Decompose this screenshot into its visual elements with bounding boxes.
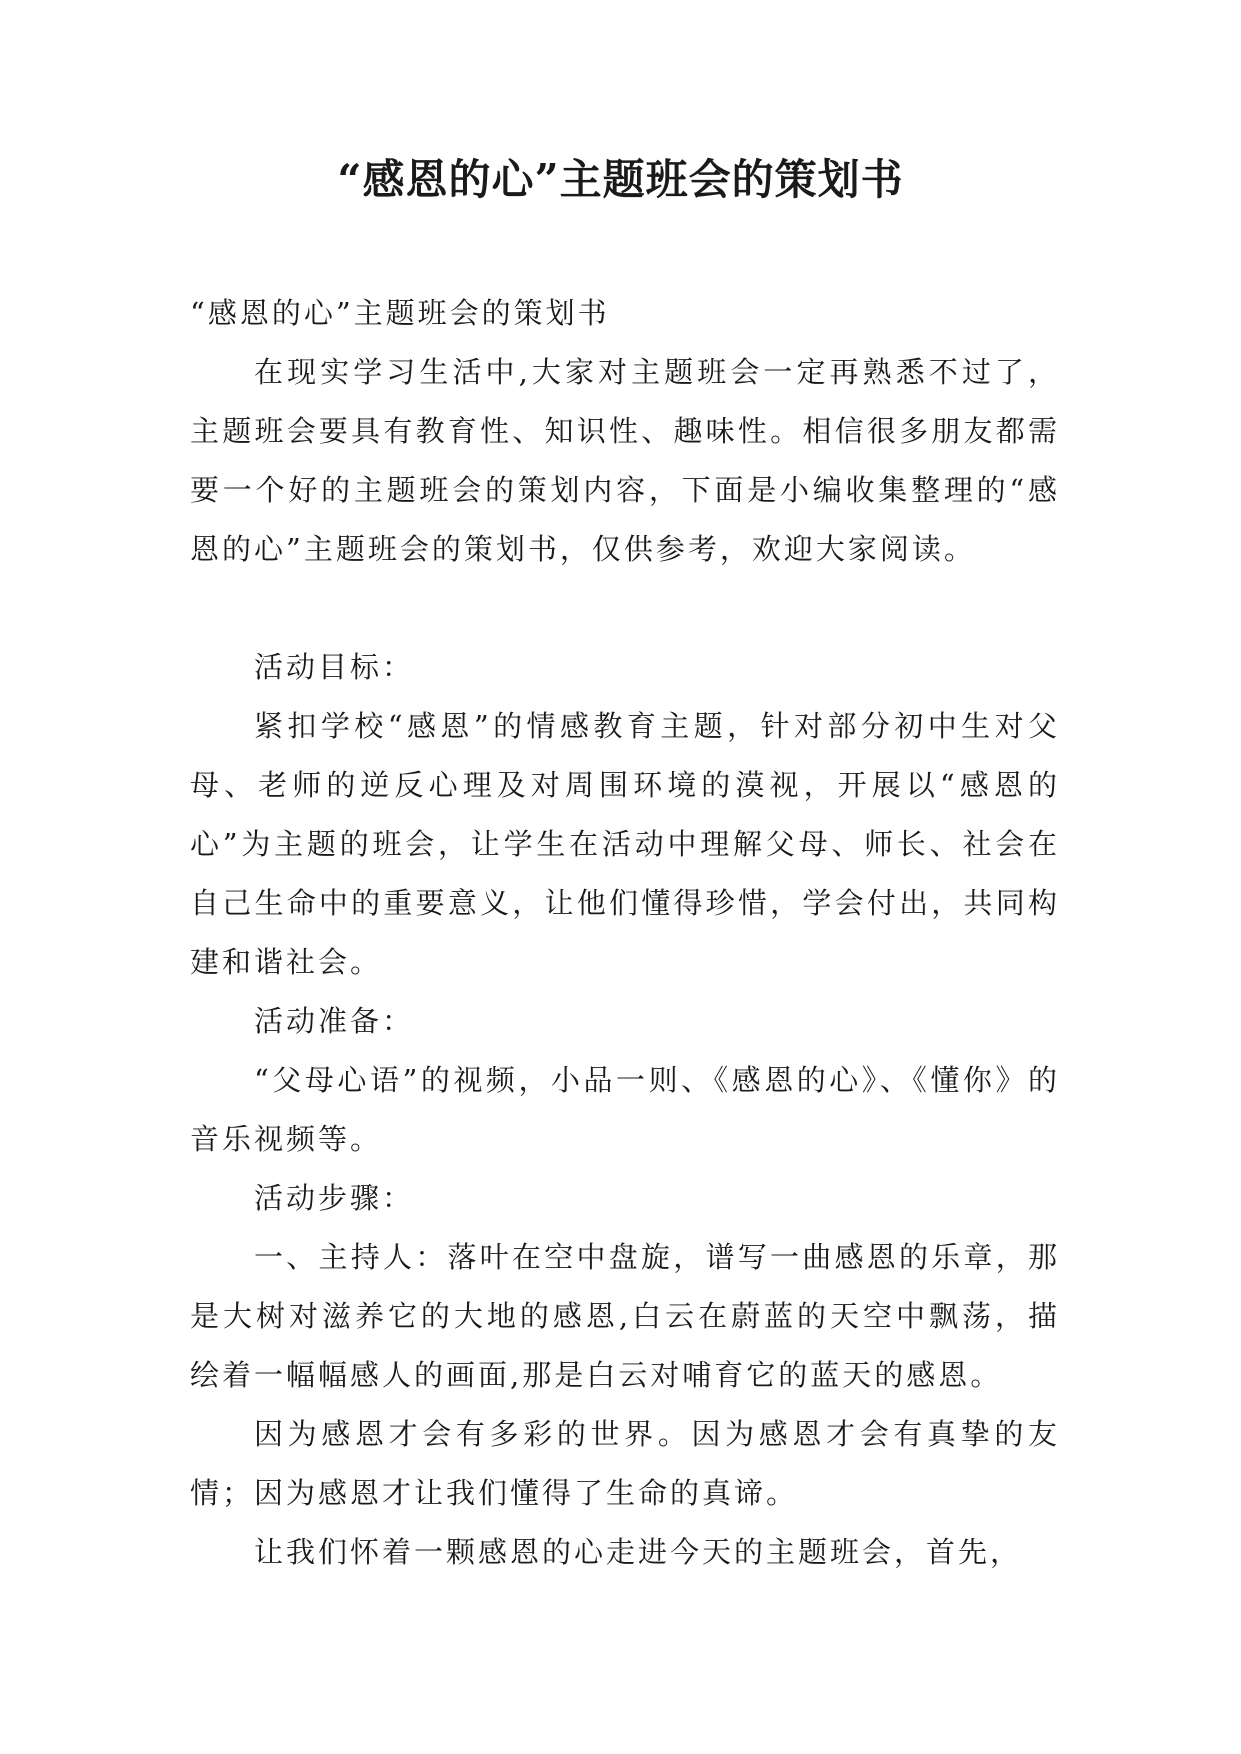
- step1-last-line: 让我们怀着一颗感恩的心走进今天的主题班会，首先，: [254, 1535, 1023, 1569]
- step1-continuation: 因为感恩才会有多彩的世界。因为感恩才会有真挚的友情；因为感恩才让我们懂得了生命的真谛。: [190, 1417, 1060, 1510]
- prep-heading: 活动准备：: [254, 1004, 415, 1038]
- document-body: [190, 284, 1060, 1582]
- paragraph-gap: [190, 579, 1060, 638]
- document-subtitle: “感恩的心”主题班会的策划书: [190, 296, 610, 330]
- step1-paragraph: 一、主持人：落叶在空中盘旋，谱写一曲感恩的乐章，那是大树对滋养它的大地的感恩,白云在蔚蓝的天空中飘荡，描绘着一幅幅感人的画面,那是白云对哺育它的蓝天的感恩。: [190, 1240, 1060, 1392]
- goal-heading: 活动目标：: [254, 650, 415, 684]
- prep-paragraph: “父母心语”的视频，小品一则、《感恩的心》、《懂你》的音乐视频等。: [190, 1063, 1060, 1156]
- document-title: “感恩的心”主题班会的策划书: [337, 155, 904, 204]
- steps-heading: 活动步骤：: [254, 1181, 415, 1215]
- intro-paragraph: 在现实学习生活中,大家对主题班会一定再熟悉不过了，主题班会要具有教育性、知识性、趣味性。相信很多朋友都需要一个好的主题班会的策划内容，下面是小编收集整理的“感恩的心”主题班会的策划书，仅供参考，欢迎大家阅读。: [190, 355, 1060, 566]
- goal-paragraph: 紧扣学校“感恩”的情感教育主题，针对部分初中生对父母、老师的逆反心理及对周围环境的漠视，开展以“感恩的心”为主题的班会，让学生在活动中理解父母、师长、社会在自己生命中的重要意义，让他们懂得珍惜，学会付出，共同构建和谐社会。: [190, 709, 1060, 979]
